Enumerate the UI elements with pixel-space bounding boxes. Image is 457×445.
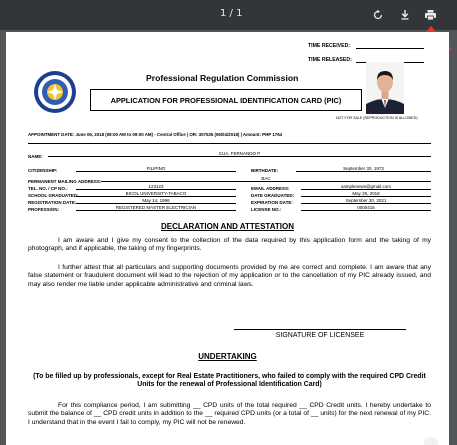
- print-button[interactable]: [420, 5, 440, 25]
- date-graduated-label: DATE GRADUATED:: [251, 193, 295, 198]
- undertaking-text: For this compliance period, I am submitting __ CPD units of the total required __ CPD Credit units. I hereby undertake to submit the balance of __ CPD credit units in addition to the __ required CPD units (or a total of __ units) for the next renewal of my PIC. I understand that in the event I fail to comply, my PIC will not be renewed.: [28, 402, 431, 426]
- applicant-photo: [366, 62, 404, 114]
- registration-date-value: May 14, 1996: [76, 198, 236, 204]
- expiration-date-value: September 30, 2021: [301, 198, 431, 204]
- divider: [28, 143, 431, 144]
- time-received-field: [356, 43, 424, 49]
- pdf-toolbar: [0, 0, 457, 30]
- download-icon: [399, 9, 411, 21]
- school-label: SCHOOL GRADUATED:: [28, 193, 79, 198]
- print-icon: [424, 9, 437, 21]
- profession-label: PROFESSION:: [28, 207, 60, 212]
- declaration-consent-text: I am aware and I give my consent to the collection of the data required by this application form and the taking of my photograph, and if applicable, the taking of my fingerprints.: [28, 237, 431, 253]
- pdf-page: [6, 32, 449, 445]
- tel-value: 123123: [76, 184, 236, 190]
- declaration-consent-paragraph: [28, 237, 431, 254]
- name-value: CUA, FERNANDO P: [48, 151, 431, 157]
- prc-seal-logo: [33, 70, 77, 114]
- undertaking-note: (To be filled up by professionals, except for Real Estate Practitioners, who failed to comply with the required CPD Credit Units for the renewal of Professional Identification Card): [33, 373, 426, 389]
- expiration-date-label: EXPIRATION DATE:: [251, 200, 293, 205]
- not-for-sale-note: NOT FOR SALE (REPRODUCTION IS ALLOWED): [336, 116, 418, 120]
- zoom-button[interactable]: [424, 437, 438, 445]
- org-name: Professional Regulation Commission: [146, 73, 299, 83]
- undertaking-title: UNDERTAKING: [198, 352, 257, 361]
- citizenship-label: CITIZENSHIP:: [28, 168, 58, 173]
- tel-label: TEL. NO. / CP NO.:: [28, 186, 68, 191]
- license-value: 0000415: [301, 205, 431, 211]
- form-title-box: [90, 89, 362, 111]
- declaration-title: DECLARATION AND ATTESTATION: [160, 222, 295, 231]
- school-value: BICOL UNIVERSITY-TABACO: [76, 191, 236, 197]
- date-graduated-value: May 29, 2018: [301, 191, 431, 197]
- form-title: APPLICATION FOR PROFESSIONAL IDENTIFICATION CARD (PIC): [110, 95, 342, 105]
- download-button[interactable]: [395, 5, 415, 25]
- citizenship-value: FILIPINO: [76, 166, 236, 172]
- birthdate-value: September 30, 1973: [296, 166, 431, 172]
- declaration-attest-text: I further attest that all particulars and supporting documents provided by me are correct and complete. I am aware that any false statement or fraudulent document will lead to the rejection of my application or to the cancellation of my PIC already issued, and may also render me liable under applicable administrative and criminal laws.: [28, 264, 431, 288]
- undertaking-paragraph: [28, 402, 431, 427]
- time-received-label: TIME RECEIVED:: [308, 43, 351, 49]
- rotate-button[interactable]: [368, 5, 388, 25]
- name-label: NAME:: [28, 154, 43, 159]
- declaration-attest-paragraph: [28, 264, 431, 289]
- profession-value: REGISTERED MASTER ELECTRICIAN: [76, 205, 236, 211]
- email-value: samplenews@gmail.com: [301, 184, 431, 190]
- mailing-address-value: BAC: [101, 176, 431, 182]
- signature-label: SIGNATURE OF LICENSEE: [275, 332, 365, 339]
- time-released-label: TIME RELEASED:: [308, 57, 352, 63]
- registration-date-label: REGISTRATION DATE:: [28, 200, 77, 205]
- page-indicator: 1 / 1: [220, 8, 243, 19]
- signature-line: [234, 329, 406, 330]
- birthdate-label: BIRTHDATE:: [251, 168, 279, 173]
- appointment-line: APPOINTMENT DATE: June 06, 2018 (08:00 AM to 09:00 AM) - Central Office | OR: 307535 (06/04/2018) | Amount: PHP 1764: [28, 132, 283, 137]
- mailing-address-label: PERMANENT MAILING ADDRESS:: [28, 179, 102, 184]
- license-label: LICENSE NO.:: [251, 207, 282, 212]
- email-label: EMAIL ADDRESS:: [251, 186, 290, 191]
- rotate-icon: [372, 9, 384, 21]
